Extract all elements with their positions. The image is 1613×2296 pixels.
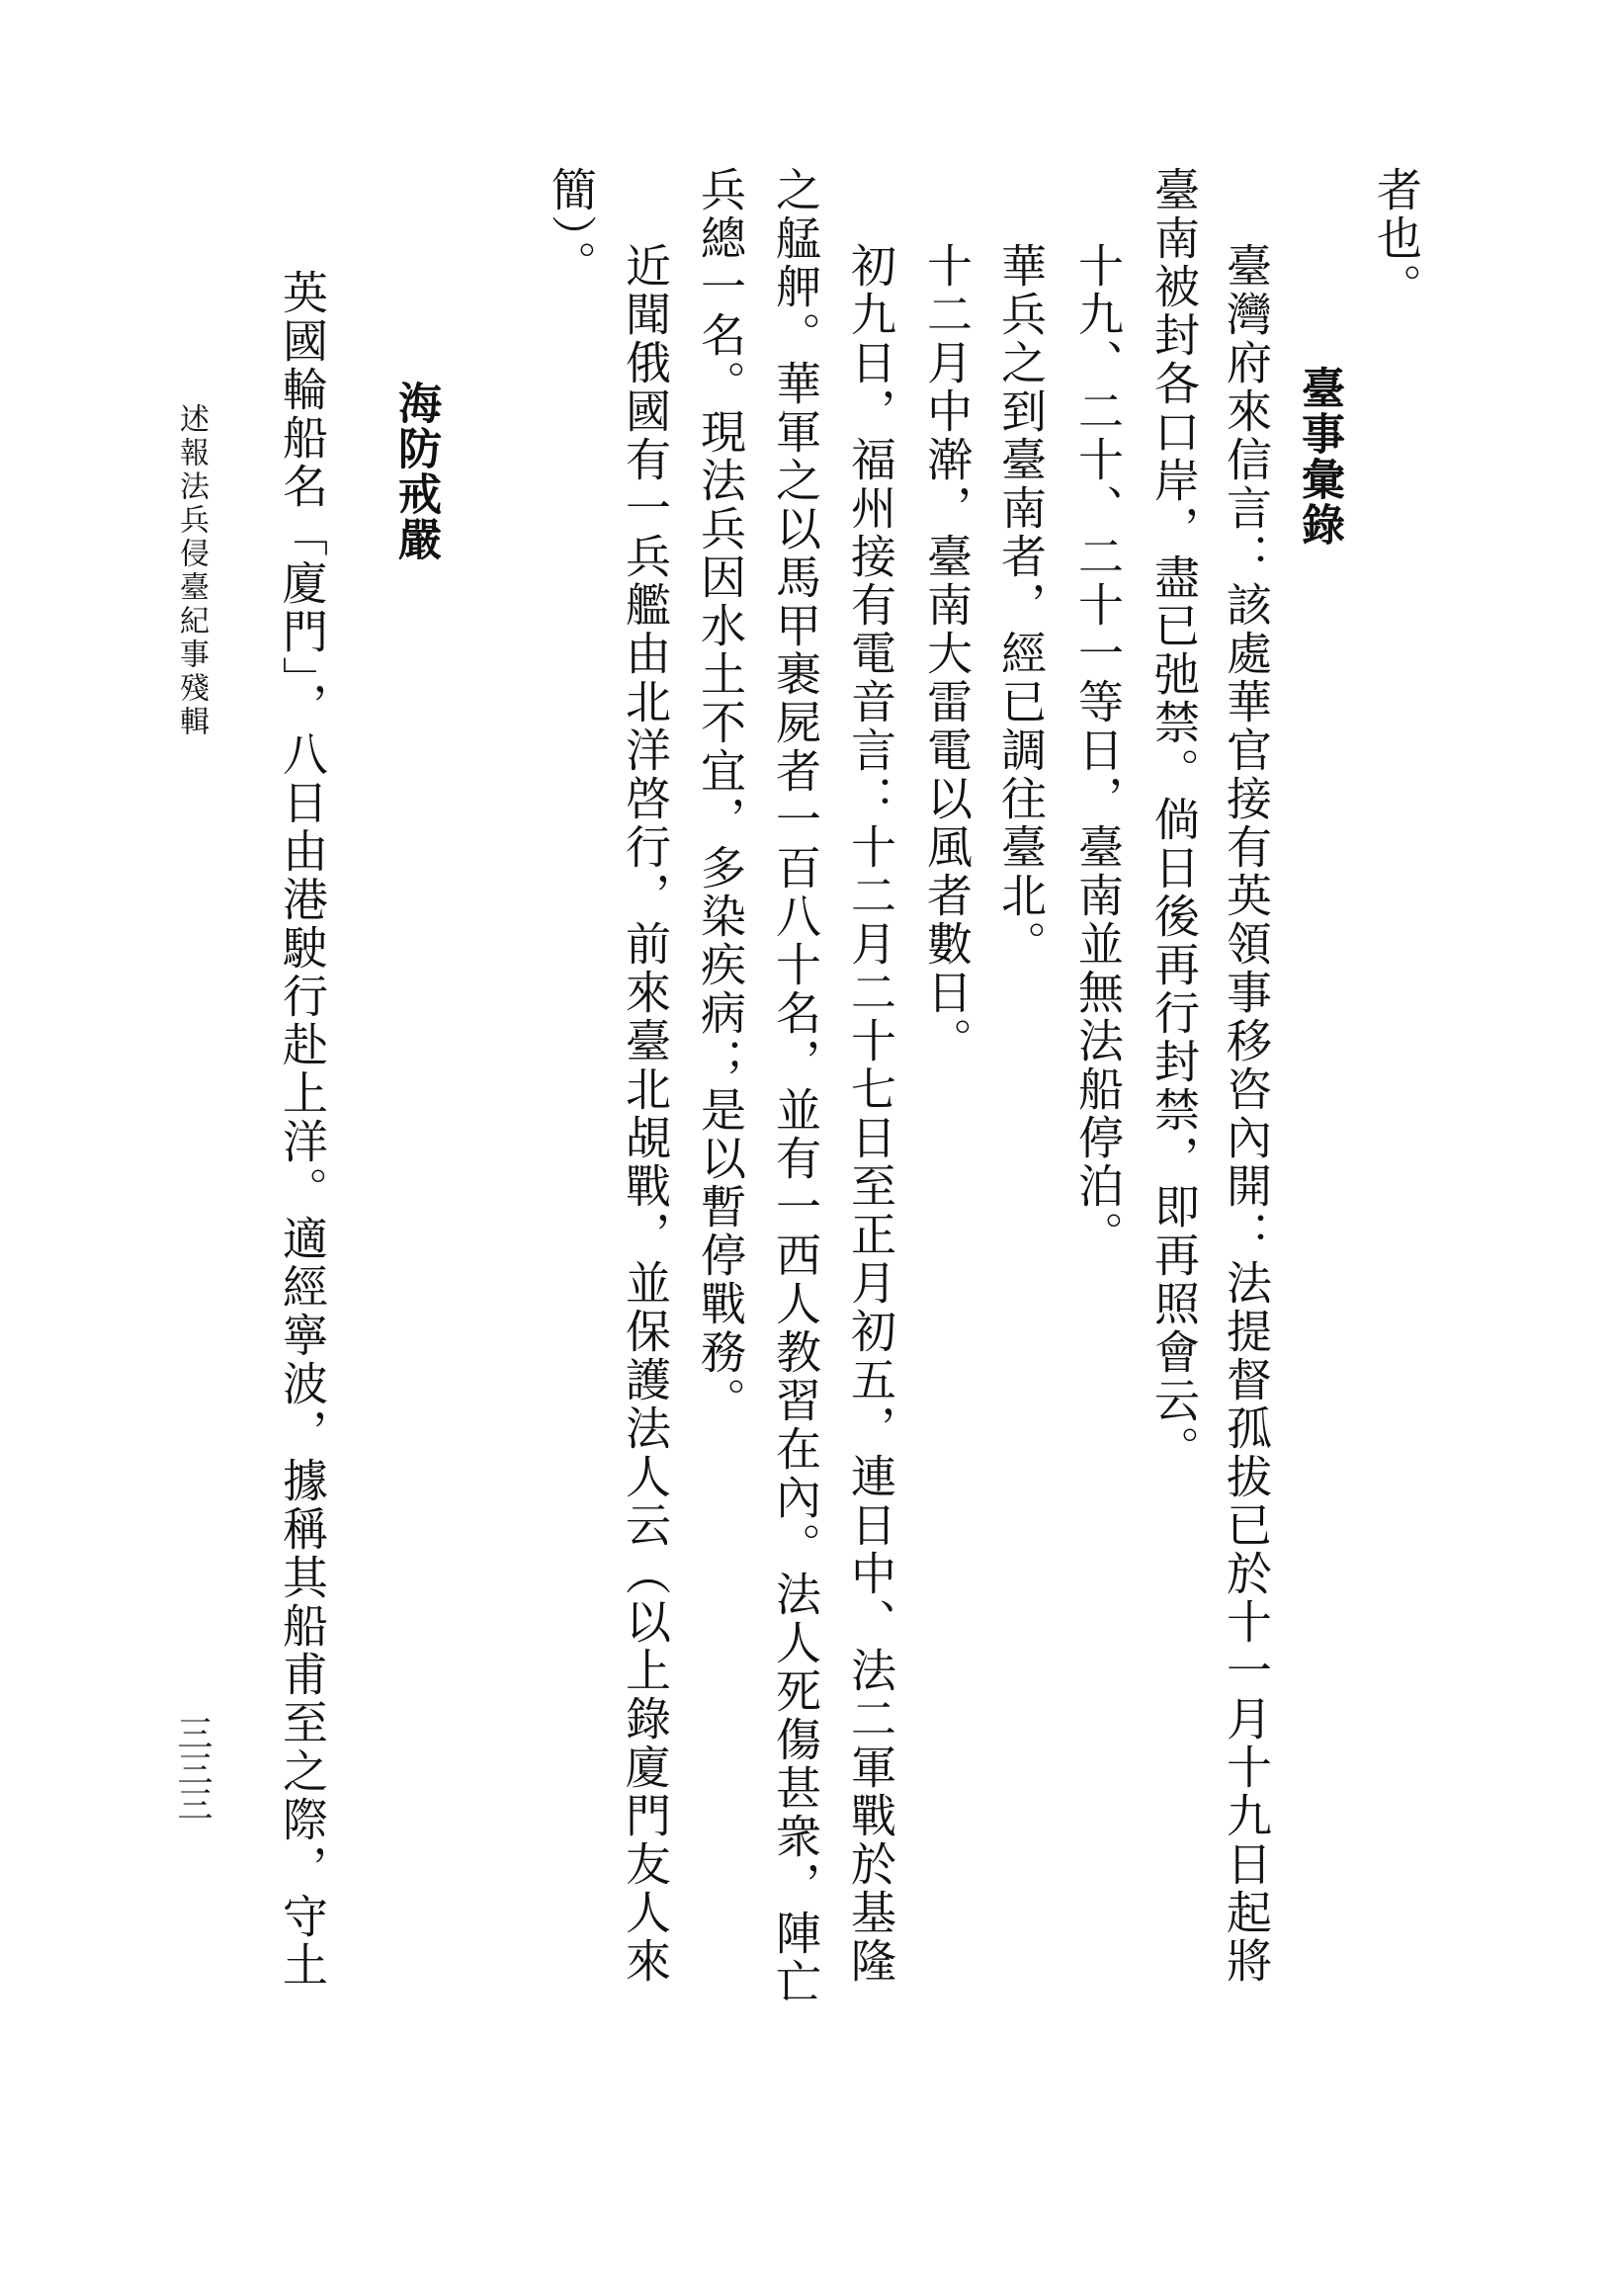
text-line: 英國輪船名「廈門」，八日由港駛行赴上洋。適經寧波，據稱其船甫至之際，守土 <box>276 269 329 1990</box>
text-line-continuation: 者也。 <box>1370 166 1423 311</box>
text-line: 十九、二十、二十一等日，臺南並無法船停泊。 <box>1071 242 1125 1259</box>
section-heading-hai-fang-jie-yan: 海防戒嚴 <box>390 381 441 562</box>
text-line: 之艋舺。華軍之以馬甲裹屍者一百八十名，並有一西人教習在內。法人死傷甚衆，陣亡 <box>769 166 822 2006</box>
text-line: 兵總一名。現法兵因水土不宜，多染疾病；是以暫停戰務。 <box>694 166 747 1425</box>
page-number: 三三三 <box>172 1715 212 1822</box>
text-line: 近聞俄國有一兵艦由北洋啓行，前來臺北覘戰，並保護法人云（以上錄廈門友人來 <box>619 242 672 1986</box>
text-line: 初九日，福州接有電音言：十二月二十七日至正月初五，連日中、法二軍戰於基隆 <box>844 242 897 1986</box>
text-line: 十二月中澣，臺南大雷電以風者數日。 <box>920 242 974 1065</box>
running-footer-title: 述報法兵侵臺紀事殘輯 <box>174 403 209 739</box>
section-heading-tai-shi-hui-lu: 臺事彙錄 <box>1294 366 1344 548</box>
text-line: 華兵之到臺南者，經已調往臺北。 <box>994 242 1048 969</box>
text-line: 簡）。 <box>545 166 598 289</box>
text-line: 臺灣府來信言：該處華官接有英領事移咨內開：法提督孤拔已於十一月十九日起將 <box>1220 242 1273 1986</box>
text-line: 臺南被封各口岸，盡已弛禁。倘日後再行封禁，即再照會云。 <box>1147 166 1201 1474</box>
